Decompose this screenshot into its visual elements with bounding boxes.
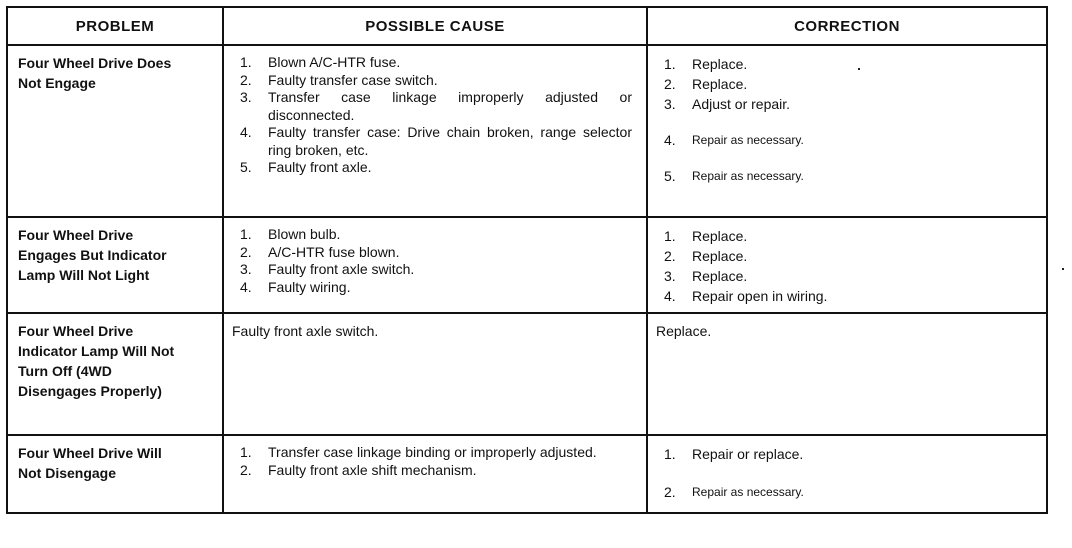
item-number: 2. [664,248,676,264]
item-text: Replace. [692,76,748,92]
item-number: 1. [240,444,252,460]
item-text: Repair or replace. [692,446,804,462]
cause-list [224,218,646,300]
list-item [240,261,638,279]
item-number: 2. [240,243,252,260]
item-number: 1. [664,228,676,244]
problem-text: Four Wheel Drive Engages But Indicator Lamp Will Not Light [18,227,167,283]
list-item [240,89,638,124]
item-text: Faulty front axle shift mechanism. [268,461,477,478]
item-number: 5. [240,159,252,175]
problem-text: Four Wheel Drive Will Not Disengage [18,445,162,481]
problem-cell [7,217,223,313]
problem-cell [7,45,223,217]
list-item [240,124,638,159]
item-number: 1. [664,446,676,462]
list-item [240,279,638,297]
item-text: Repair open in wiring. [692,288,828,304]
table-row [7,435,1047,513]
table-row [7,313,1047,435]
list-item [664,444,1038,464]
item-number: 1. [664,56,676,72]
list-item [664,94,1038,114]
scan-speck [1062,268,1064,270]
correction-text: Replace. [656,323,712,339]
header-row [7,7,1047,45]
item-number: 3. [664,96,676,112]
cause-cell [223,435,647,513]
list-item [240,244,638,262]
correction-cell [647,313,1047,435]
item-text: Repair as necessary. [692,133,804,147]
list-item [664,54,1038,74]
cause-text: Faulty front axle switch. [232,323,379,339]
problem-text: Four Wheel Drive Does Not Engage [18,55,172,91]
item-text: Faulty front axle switch. [268,261,415,277]
item-text: Blown A/C-HTR fuse. [268,54,401,70]
item-number: 2. [664,76,676,92]
correction-cell [647,45,1047,217]
item-text: Faulty wiring. [268,278,351,295]
troubleshooting-table [6,6,1048,514]
list-item [664,286,1038,306]
item-number: 4. [240,278,252,295]
item-text: Transfer case linkage improperly adjusted or disconnected. [268,89,632,123]
item-text: Faulty transfer case switch. [268,71,438,88]
list-item [240,159,638,177]
list-item [664,246,1038,266]
cause-cell [223,217,647,313]
item-text: Faulty front axle. [268,159,372,175]
item-text: Replace. [692,56,748,72]
item-number: 3. [664,268,676,284]
list-item [240,72,638,90]
problem-cell [7,313,223,435]
table-row [7,45,1047,217]
item-number: 2. [240,461,252,478]
correction-list [648,218,1046,310]
list-item [664,266,1038,286]
item-number: 2. [240,71,252,88]
item-number: 4. [664,288,676,304]
item-number: 2. [664,484,676,500]
item-number: 4. [240,124,252,140]
item-text: Replace. [692,248,748,264]
item-number: 4. [664,132,676,148]
list-item [240,54,638,72]
item-number: 3. [240,261,252,277]
problem-cell [7,435,223,513]
list-item [664,130,1038,150]
item-text: Repair as necessary. [692,485,804,499]
item-text: Replace. [692,268,748,284]
list-item [664,226,1038,246]
cause-list [224,46,646,181]
correction-cell [647,217,1047,313]
list-item [240,444,638,462]
cause-list [224,436,646,483]
item-text: Blown bulb. [268,226,341,242]
list-item [664,166,1038,186]
item-number: 1. [240,54,252,70]
table-row [7,217,1047,313]
item-number: 5. [664,168,676,184]
item-text: Faulty transfer case: Drive chain broken, range selector ring broken, etc. [268,124,632,158]
cause-cell [223,45,647,217]
header-possible-cause: POSSIBLE CAUSE [223,7,647,45]
scan-speck [858,68,860,70]
item-text: Replace. [692,228,748,244]
item-number: 1. [240,226,252,242]
item-text: Transfer case linkage binding or improperly adjusted. [268,444,597,460]
header-correction: CORRECTION [647,7,1047,45]
correction-cell [647,435,1047,513]
list-item [664,482,1038,502]
item-text: Repair as necessary. [692,169,804,183]
header-problem: PROBLEM [7,7,223,45]
cause-cell [223,313,647,435]
problem-text: Four Wheel Drive Indicator Lamp Will Not Turn Off (4WD Disengages Properly) [18,323,175,399]
correction-list [648,436,1046,506]
correction-list [648,46,1046,190]
list-item [240,226,638,244]
item-text: A/C-HTR fuse blown. [268,243,400,260]
list-item [240,462,638,480]
list-item [664,74,1038,94]
item-text: Adjust or repair. [692,96,791,112]
item-number: 3. [240,89,252,105]
